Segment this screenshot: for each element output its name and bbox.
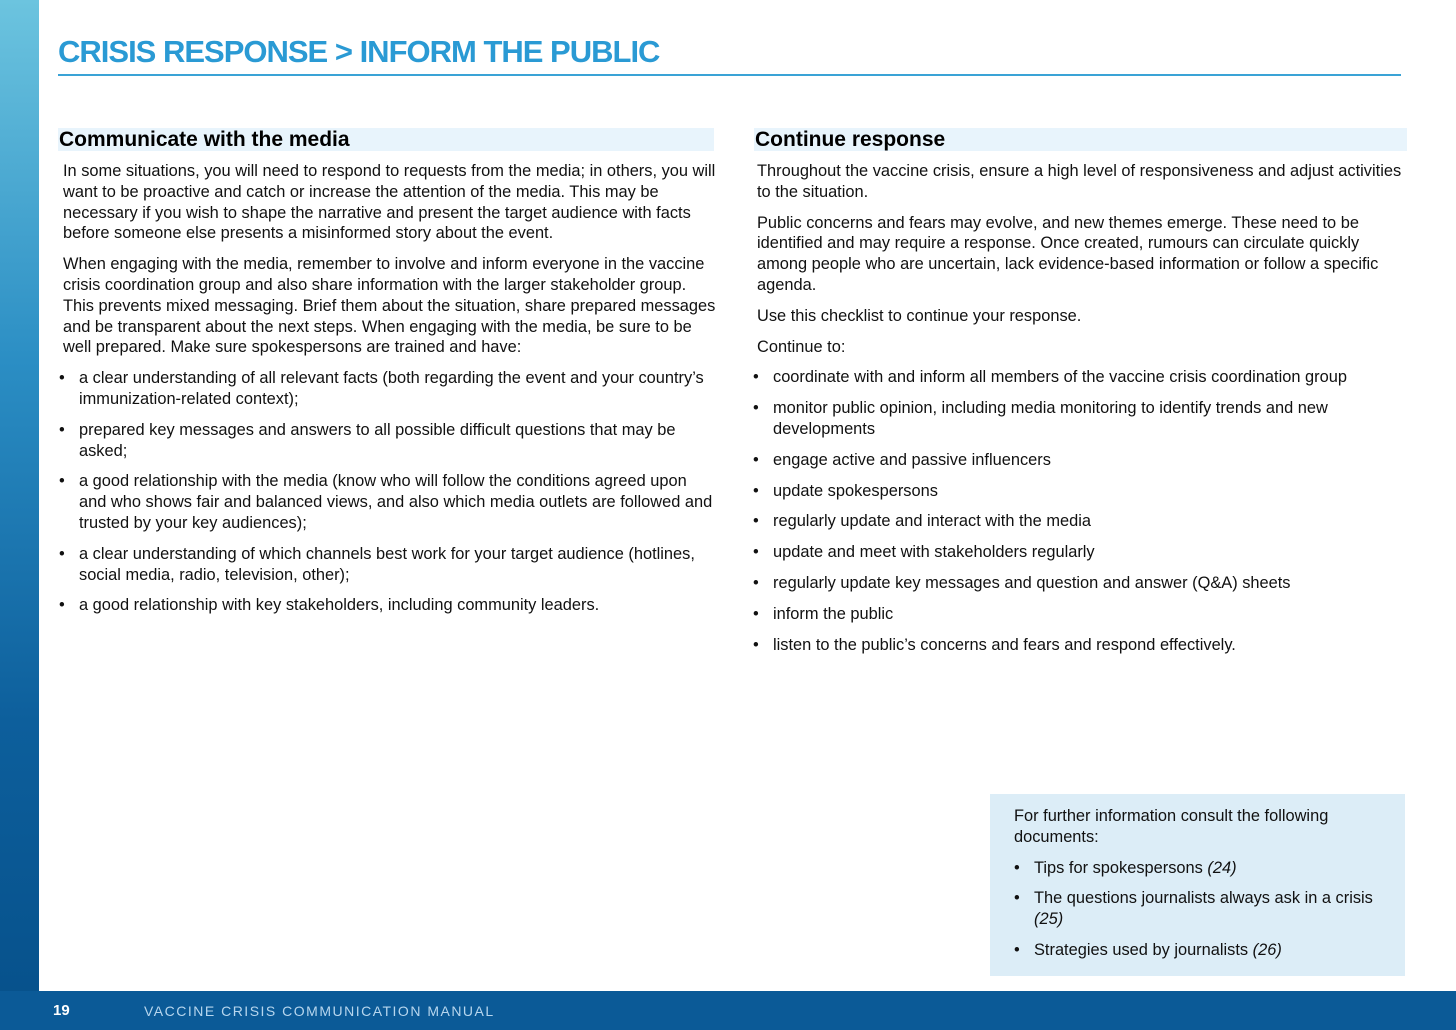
section-heading-media: Communicate with the media xyxy=(58,128,714,151)
list-item: • listen to the public’s concerns and fears and respond effectively. xyxy=(753,635,1236,654)
list-item: • a clear understanding of which channels best work for your target audience (hotlines, social media, radio, television, other); xyxy=(59,544,695,584)
right-column xyxy=(753,161,1402,665)
bullet-icon: • xyxy=(753,573,759,592)
reference-item: • Tips for spokespersons (24) xyxy=(1014,858,1237,877)
bullet-icon: • xyxy=(753,368,759,387)
bullet-icon: • xyxy=(1014,940,1020,959)
bullet-icon: • xyxy=(59,596,65,615)
list-item: • a good relationship with the media (know who will follow the conditions agreed upon and who shows fair and balanced views, and also which media outlets are followed and trusted by your key audiences); xyxy=(59,472,713,532)
bullet-icon: • xyxy=(1014,889,1020,908)
left-column xyxy=(59,161,718,626)
list-item: • coordinate with and inform all members of the vaccine crisis coordination group xyxy=(753,368,1347,387)
list-item: • inform the public xyxy=(753,604,894,623)
paragraph: Public concerns and fears may evolve, and new themes emerge. These need to be identified and may require a response. Once created, rumours can circulate quickly among people who are uncertain, lack evidence-based information or follow a specific agenda. xyxy=(757,213,1379,294)
bullet-icon: • xyxy=(59,369,65,388)
paragraph: Continue to: xyxy=(757,337,846,356)
page-number: 19 xyxy=(53,1002,70,1019)
paragraph: When engaging with the media, remember to involve and inform everyone in the vaccine crisis coordination group and also share information with the larger stakeholder group. This prevents mixed messaging. Brief them about the situation, share prepared messages and be transparent about the next steps. When engaging with the media, be sure to be well prepared. Make sure spokespersons are trained and have: xyxy=(63,255,716,357)
info-intro: For further information consult the following documents: xyxy=(1014,807,1329,846)
paragraph: In some situations, you will need to respond to requests from the media; in others, you will want to be proactive and catch or increase the attention of the media. This may be necessary if you wish to shape the narrative and present the target audience with facts before someone else presents a misinformed story about the event. xyxy=(63,162,716,243)
list-item: • regularly update and interact with the media xyxy=(753,512,1091,531)
bullet-icon: • xyxy=(59,544,65,563)
page-footer xyxy=(0,991,1456,1030)
page-title: CRISIS RESPONSE > INFORM THE PUBLIC xyxy=(58,34,660,69)
list-item: • update and meet with stakeholders regularly xyxy=(753,543,1095,562)
list-item: • prepared key messages and answers to all possible difficult questions that may be asked; xyxy=(59,420,676,460)
page-header xyxy=(58,30,1401,76)
bullet-icon: • xyxy=(753,604,759,623)
side-color-bar xyxy=(0,0,39,1030)
list-item: • update spokespersons xyxy=(753,481,938,500)
bullet-icon: • xyxy=(1014,858,1020,877)
reference-item: • The questions journalists always ask in a crisis (25) xyxy=(1014,889,1373,929)
bullet-icon: • xyxy=(753,512,759,531)
document-title: VACCINE CRISIS COMMUNICATION MANUAL xyxy=(144,1003,495,1019)
bullet-icon: • xyxy=(59,420,65,439)
list-item: • a good relationship with key stakeholders, including community leaders. xyxy=(59,596,600,615)
list-item: • regularly update key messages and question and answer (Q&A) sheets xyxy=(753,573,1291,592)
bullet-icon: • xyxy=(753,450,759,469)
bullet-icon: • xyxy=(753,635,759,654)
checklist xyxy=(753,367,1402,655)
reference-item: • Strategies used by journalists (26) xyxy=(1014,940,1282,959)
section-heading-continue: Continue response xyxy=(754,128,1407,151)
paragraph: Use this checklist to continue your response. xyxy=(757,306,1082,325)
bullet-icon: • xyxy=(753,481,759,500)
list-item: • monitor public opinion, including media monitoring to identify trends and new developments xyxy=(753,399,1328,438)
paragraph: Throughout the vaccine crisis, ensure a high level of responsiveness and adjust activities to the situation. xyxy=(757,162,1402,201)
bullet-list xyxy=(59,368,718,616)
bullet-icon: • xyxy=(753,399,759,418)
list-item: • a clear understanding of all relevant facts (both regarding the event and your country’s immunization-related context); xyxy=(59,369,704,408)
list-item: • engage active and passive influencers xyxy=(753,450,1051,469)
bullet-icon: • xyxy=(59,472,65,491)
further-info-box xyxy=(990,794,1405,976)
bullet-icon: • xyxy=(753,543,759,562)
reference-list xyxy=(1014,858,1384,961)
